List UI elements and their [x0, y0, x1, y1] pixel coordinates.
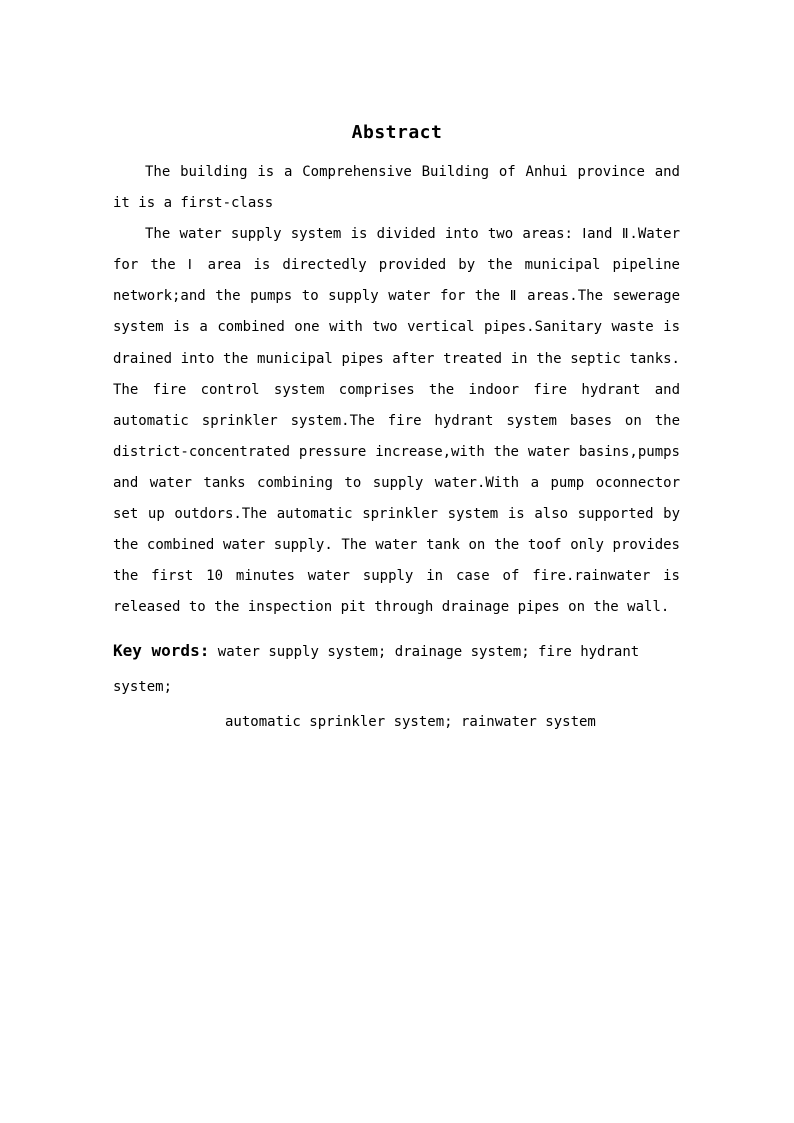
keywords-line-2: [113, 705, 680, 740]
keywords-section: [113, 633, 680, 740]
keywords-list-2: automatic sprinkler system; rainwater system: [225, 714, 596, 730]
keywords-label: Key words:: [113, 641, 210, 660]
abstract-body: [113, 157, 680, 623]
abstract-title: Abstract: [351, 122, 443, 143]
abstract-paragraph-1: The building is a Comprehensive Building of Anhui province and it is a first-class: [113, 164, 680, 212]
keywords-list-1: water supply system; drainage system; fire hydrant system;: [113, 644, 640, 695]
abstract-paragraph-2: The water supply system is divided into two areas: Ⅰand Ⅱ.Water for the Ⅰ area is directedly provided by the municipal pipeline network;and the pumps to supply water for the Ⅱ areas.The sewerage system is a combined one with two vertical pipes.Sanitary waste is drained into the municipal pipes after treated in the septic tanks. The fire control system comprises the indoor fire hydrant and automatic sprinkler system.The fire hydrant system bases on the district-concentrated pressure increase,with the water basins,pumps and water tanks combining to supply water.With a pump oconnector set up outdors.The automatic sprinkler system is also supported by the combined water supply. The water tank on the toof only provides the first 10 minutes water supply in case of fire.rainwater is released to the inspection pit through drainage pipes on the wall.: [113, 226, 680, 616]
keywords-line-1: [113, 633, 680, 705]
